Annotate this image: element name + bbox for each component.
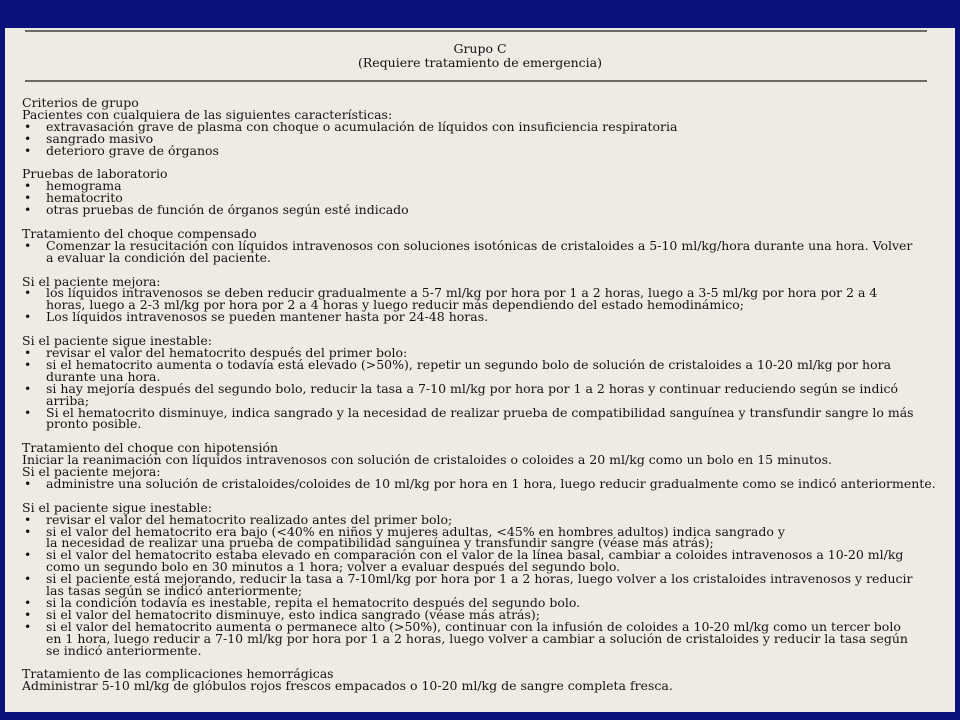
list-item — [22, 180, 942, 192]
bullet-icon: • — [24, 606, 32, 622]
section-heading: Tratamiento del choque compensado — [22, 225, 257, 241]
section — [22, 273, 942, 325]
list-item — [22, 142, 942, 158]
bullet-icon: • — [24, 285, 32, 301]
section-heading: Criterios de grupo — [22, 95, 139, 110]
bullet-icon: • — [24, 594, 32, 610]
top-rule — [25, 30, 927, 32]
list-item-text: extravasación grave de plasma con choque o acumulación de líquidos con insuficiencia respiratoria — [46, 118, 678, 134]
group-subtitle: (Requiere tratamiento de emergencia) — [357, 55, 602, 70]
list-item-text: Si el hematocrito disminuye, indica sangrado y la necesidad de realizar prueba de compatibilidad sanguínea y transfundir sangre lo más pronto posible. — [46, 404, 914, 432]
section-heading: Si el paciente sigue inestable: — [22, 499, 212, 515]
header-rule — [25, 80, 927, 82]
list-item — [22, 618, 942, 658]
list-item — [22, 118, 942, 134]
list-item — [22, 523, 942, 551]
list-item — [22, 237, 942, 265]
list-item-text: los líquidos intravenosos se deben reducir gradualmente a 5-7 ml/kg por hora por 1 a 2 horas, luego a 3-5 ml/kg por hora por 2 a 4 horas, luego a 2-3 ml/kg por hora por 2 a 4 horas y luego reducir más dependiendo del estado hemodinámico; — [46, 285, 878, 313]
bullet-icon: • — [24, 118, 32, 134]
list-item-text: sangrado masivo — [46, 130, 154, 146]
bullet-icon: • — [24, 142, 32, 158]
section-text: Si el paciente mejora: — [22, 464, 161, 480]
bullet-icon: • — [24, 178, 32, 194]
bullet-icon: • — [24, 190, 32, 206]
list-item-text: hemograma — [46, 178, 122, 194]
bullet-icon: • — [24, 404, 32, 420]
list-item-text: si el valor del hematocrito disminuye, esto indica sangrado (véase más atrás); — [46, 606, 541, 622]
slide-page — [5, 28, 955, 712]
bullet-icon: • — [24, 547, 32, 563]
list-item — [22, 311, 942, 323]
list-item-text: si el valor del hematocrito aumenta o permanece alto (>50%), continuar con la infusión de coloides a 10-20 ml/kg como un tercer bolo en 1 hora, luego reducir a 7-10 ml/kg por hora por 1 a 2 horas, luego volver a cambiar a solución de cristaloides y reducir la tasa según se indicó anteriormente. — [46, 618, 908, 658]
bullet-icon: • — [24, 511, 32, 527]
bullet-icon: • — [24, 356, 32, 372]
section-text: Administrar 5-10 ml/kg de glóbulos rojos frescos empacados o 10-20 ml/kg de sangre completa fresca. — [22, 678, 673, 694]
section — [22, 499, 942, 658]
bullet-icon: • — [24, 523, 32, 539]
bullet-icon: • — [24, 202, 32, 218]
list-item-text: si el valor del hematocrito estaba elevado en comparación con el valor de la línea basal, cambiar a coloides intravenosos a 10-20 ml/kg como un segundo bolo en 30 minutos a 1 hora; volver a evaluar después del segundo bolo. — [46, 547, 904, 575]
list-item-text: si el paciente está mejorando, reducir la tasa a 7-10ml/kg por hora por 1 a 2 horas, luego volver a los cristaloides intravenosos y reducir las tasas según se indicó anteriormente; — [46, 571, 913, 599]
list-item — [22, 204, 942, 216]
bullet-icon: • — [24, 130, 32, 146]
list-item-text: Los líquidos intravenosos se pueden mantener hasta por 24-48 horas. — [46, 309, 489, 325]
section-heading: Tratamiento del choque con hipotensión — [22, 440, 279, 456]
section — [22, 168, 942, 216]
section-heading: Tratamiento de las complicaciones hemorrágicas — [22, 666, 334, 682]
section-heading: Pruebas de laboratorio — [22, 166, 168, 182]
list-item — [22, 573, 942, 597]
section — [22, 442, 942, 490]
table-header — [5, 42, 955, 70]
section-heading: Si el paciente mejora: — [22, 273, 161, 289]
bullet-icon: • — [24, 571, 32, 587]
bullet-icon: • — [24, 237, 32, 253]
list-item-text: si la condición todavía es inestable, repita el hematocrito después del segundo bolo. — [46, 594, 581, 610]
group-title: Grupo C — [453, 41, 507, 56]
bullet-icon: • — [24, 618, 32, 634]
list-item — [22, 356, 942, 384]
list-item — [22, 549, 942, 573]
section-text: Pacientes con cualquiera de las siguientes características: — [22, 106, 393, 122]
list-item — [22, 380, 942, 408]
bullet-icon: • — [24, 380, 32, 396]
list-item-text: revisar el valor del hematocrito después del primer bolo: — [46, 344, 408, 360]
list-item — [22, 287, 942, 311]
section-heading: Si el paciente sigue inestable: — [22, 333, 212, 349]
list-item-text: deterioro grave de órganos — [46, 142, 219, 158]
list-item-text: si hay mejoría después del segundo bolo, reducir la tasa a 7-10 ml/kg por hora por 1 a 2 horas y continuar reduciendo según se indicó arriba; — [46, 380, 898, 408]
list-item-text: hematocrito — [46, 190, 123, 206]
bullet-icon: • — [24, 309, 32, 325]
section — [22, 335, 942, 430]
section — [22, 668, 942, 692]
list-item-text: si el hematocrito aumenta o todavía está elevado (>50%), repetir un segundo bolo de solución de cristaloides a 10-20 ml/kg por hora durante una hora. — [46, 356, 892, 384]
list-item-text: Comenzar la resucitación con líquidos intravenosos con soluciones isotónicas de cristaloides a 5-10 ml/kg/hora durante una hora. Volver a evaluar la condición del paciente. — [46, 237, 913, 265]
bullet-icon: • — [24, 475, 32, 491]
list-item-text: administre una solución de cristaloides/coloides de 10 ml/kg por hora en 1 hora, luego reducir gradualmente como se indicó anteriormente. — [46, 475, 936, 491]
list-item — [22, 404, 942, 432]
section-text: Iniciar la reanimación con líquidos intravenosos con solución de cristaloides o coloides a 20 ml/kg como un bolo en 15 minutos. — [22, 452, 832, 468]
section — [22, 97, 942, 157]
list-item — [22, 475, 942, 491]
section — [22, 225, 942, 265]
bullet-icon: • — [24, 344, 32, 360]
list-item-text: si el valor del hematocrito era bajo (<40% en niños y mujeres adultas, <45% en hombres adultos) indica sangrado y la necesidad de realizar una prueba de compatibilidad sanguínea y transfundir sangre (véase más atrás); — [46, 523, 785, 551]
list-item-text: otras pruebas de función de órganos según esté indicado — [46, 202, 409, 218]
list-item-text: revisar el valor del hematocrito realizado antes del primer bolo; — [46, 511, 453, 527]
document-body — [22, 97, 942, 692]
